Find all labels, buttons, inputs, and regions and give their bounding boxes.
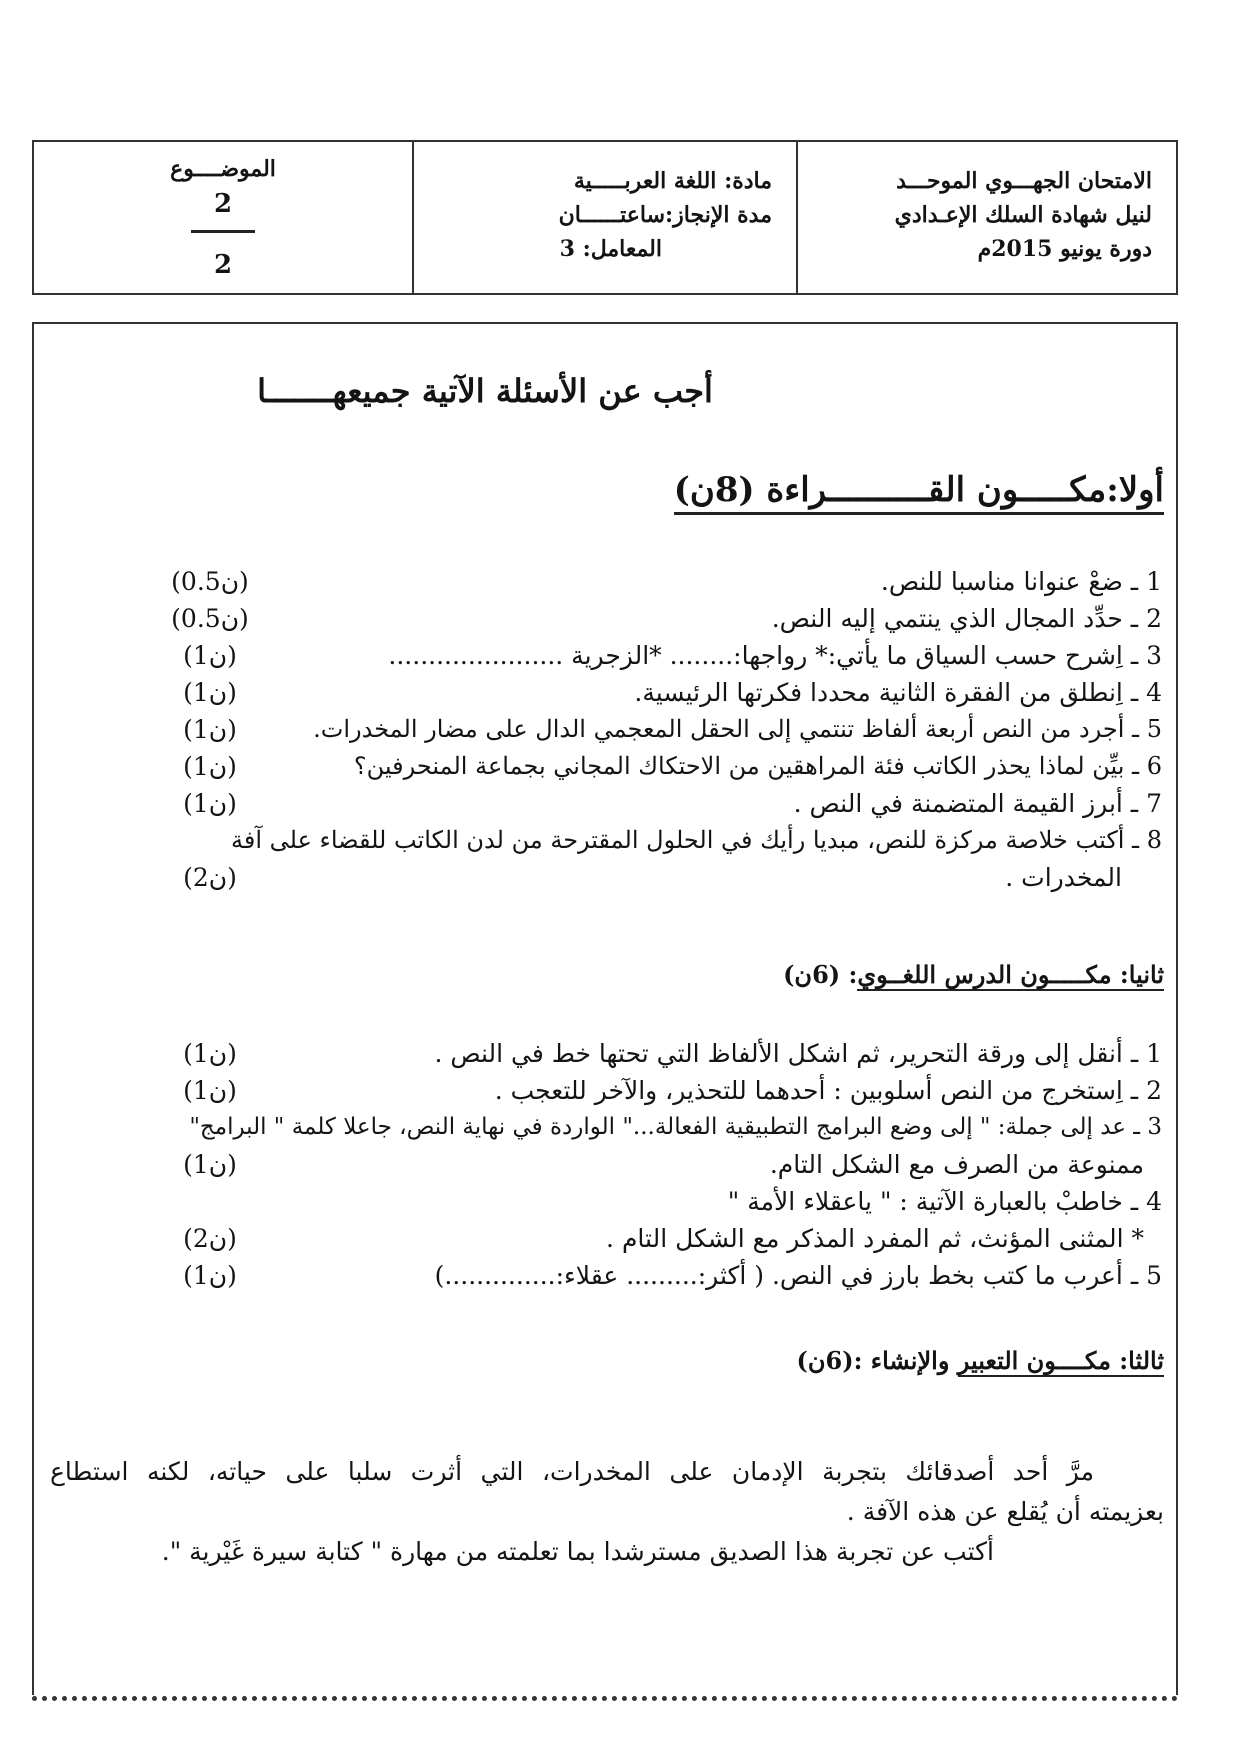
question-text: 3 ـ اِشرح حسب السياق ما يأتي:* رواجها:........ *الزجرية ...................... xyxy=(388,640,1162,670)
question-mark: (1ن) xyxy=(183,640,237,670)
question-row xyxy=(150,1183,1162,1219)
question-mark: (2ن) xyxy=(183,1223,237,1253)
section-writing-title-points: والإنشاء :(6ن) xyxy=(796,1346,958,1375)
question-text: 8 ـ أكتب خلاصة مركزة للنص، مبديا رأيك في الحلول المقترحة من لدن الكاتب للقضاء على آفة xyxy=(231,826,1162,854)
question-mark: (1ن) xyxy=(183,751,237,781)
question-text: 2 ـ اِستخرج من النص أسلوبين : أحدهما للتحذير، والآخر للتعجب . xyxy=(494,1075,1162,1105)
writing-prompt-line-1: مرَّ أحد أصدقائك بتجربة الإدمان على المخدرات، التي أثرت سلبا على حياته، لكنه استطاع xyxy=(50,1457,1094,1486)
question-row xyxy=(150,600,1162,636)
question-text-continued: ممنوعة من الصرف مع الشكل التام. xyxy=(769,1149,1144,1179)
exam-certificate: لنيل شهادة السلك الإعـدادي xyxy=(894,202,1152,228)
question-row xyxy=(150,1072,1162,1108)
question-mark: (1ن) xyxy=(183,677,237,707)
main-instruction: أجب عن الأسئلة الآتية جميعهـــــــا xyxy=(257,372,713,410)
writing-prompt-line-2: بعزيمته أن يُقلع عن هذه الآفة . xyxy=(846,1497,1164,1526)
question-row-continued xyxy=(150,859,1162,895)
question-row xyxy=(150,748,1162,784)
section-language-title xyxy=(783,960,1164,989)
page-number: 2 xyxy=(213,189,233,219)
question-mark: (1ن) xyxy=(183,1149,237,1179)
question-row xyxy=(150,785,1162,821)
topic-number-cell xyxy=(34,142,412,293)
page-total: 2 xyxy=(213,250,233,280)
question-mark: (1ن) xyxy=(183,1038,237,1068)
question-mark: (1ن) xyxy=(183,1075,237,1105)
subject-name: مادة: اللغة العربـــــية xyxy=(573,168,772,194)
question-text-continued: المخدرات . xyxy=(1005,862,1122,892)
question-text: 5 ـ أعرب ما كتب بخط بارز في النص. ( أكثر:......... عقلاء:..............) xyxy=(434,1260,1162,1290)
section-writing-title xyxy=(797,1346,1164,1375)
question-text: 6 ـ بيِّن لماذا يحذر الكاتب فئة المراهقين من الاحتكاك المجاني بجماعة المنحرفين؟ xyxy=(353,752,1162,780)
section-language-title-text: ثانيا: مكـــــون الدرس اللغــوي xyxy=(857,960,1164,989)
writing-prompt-line-3: أكتب عن تجربة هذا الصديق مسترشدا بما تعلمته من مهارة " كتابة سيرة غَيْرية ". xyxy=(161,1537,994,1566)
question-text: 4 ـ اِنطلق من الفقرة الثانية محددا فكرتها الرئيسية. xyxy=(634,677,1162,707)
question-text: 5 ـ أجرد من النص أربعة ألفاظ تنتمي إلى الحقل المعجمي الدال على مضار المخدرات. xyxy=(313,715,1162,743)
question-text: 1 ـ أنقل إلى ورقة التحرير، ثم اشكل الألفاظ التي تحتها خط في النص . xyxy=(434,1038,1162,1068)
question-text: 3 ـ عد إلى جملة: " إلى وضع البرامج التطبيقية الفعالة..." الواردة في نهاية النص، جاعلا كلمة " البرامج" xyxy=(189,1114,1162,1140)
exam-title: الامتحان الجهـــوي الموحـــد xyxy=(896,168,1152,194)
question-row xyxy=(150,1257,1162,1293)
question-text: * المثنى المؤنث، ثم المفرد المذكر مع الشكل التام . xyxy=(606,1223,1144,1253)
section-language-title-points: : (6ن) xyxy=(783,960,858,989)
question-row xyxy=(150,637,1162,673)
exam-header-table xyxy=(32,140,1178,295)
question-row xyxy=(150,563,1162,599)
subject-info-cell xyxy=(412,142,796,293)
exam-duration: مدة الإنجاز:ساعتــــــان xyxy=(558,202,772,228)
question-text: 4 ـ خاطبْ بالعبارة الآتية : " ياعقلاء الأمة " xyxy=(727,1186,1162,1216)
exam-info-cell xyxy=(796,142,1176,293)
question-row xyxy=(150,1220,1162,1256)
topic-label: الموضــــوع xyxy=(170,156,276,182)
question-text: 7 ـ أبرز القيمة المتضمنة في النص . xyxy=(793,788,1162,818)
question-mark: (0.5ن) xyxy=(171,603,249,633)
question-row xyxy=(150,822,1162,858)
question-row xyxy=(50,1109,1162,1145)
question-mark: (1ن) xyxy=(183,1260,237,1290)
question-text: 1 ـ ضعْ عنوانا مناسبا للنص. xyxy=(880,566,1162,596)
question-mark: (1ن) xyxy=(183,714,237,744)
dotted-bottom-border xyxy=(32,1690,1178,1701)
section-reading-title: أولا:مكـــــون القــــــــــراءة (8ن) xyxy=(674,470,1164,515)
exam-coefficient: المعامل: 3 xyxy=(559,236,662,262)
question-mark: (1ن) xyxy=(183,788,237,818)
section-writing-title-text: ثالثا: مكــــون التعبير xyxy=(957,1346,1164,1375)
question-row xyxy=(150,711,1162,747)
question-mark: (2ن) xyxy=(183,862,237,892)
question-text: 2 ـ حدِّد المجال الذي ينتمي إليه النص. xyxy=(771,603,1162,633)
question-mark: (0.5ن) xyxy=(171,566,249,596)
question-row-continued xyxy=(150,1146,1162,1182)
fraction-bar xyxy=(191,230,255,233)
writing-prompt xyxy=(50,1452,1164,1572)
question-row xyxy=(150,1035,1162,1071)
question-row xyxy=(150,674,1162,710)
exam-session: دورة يونيو 2015م xyxy=(977,236,1152,262)
